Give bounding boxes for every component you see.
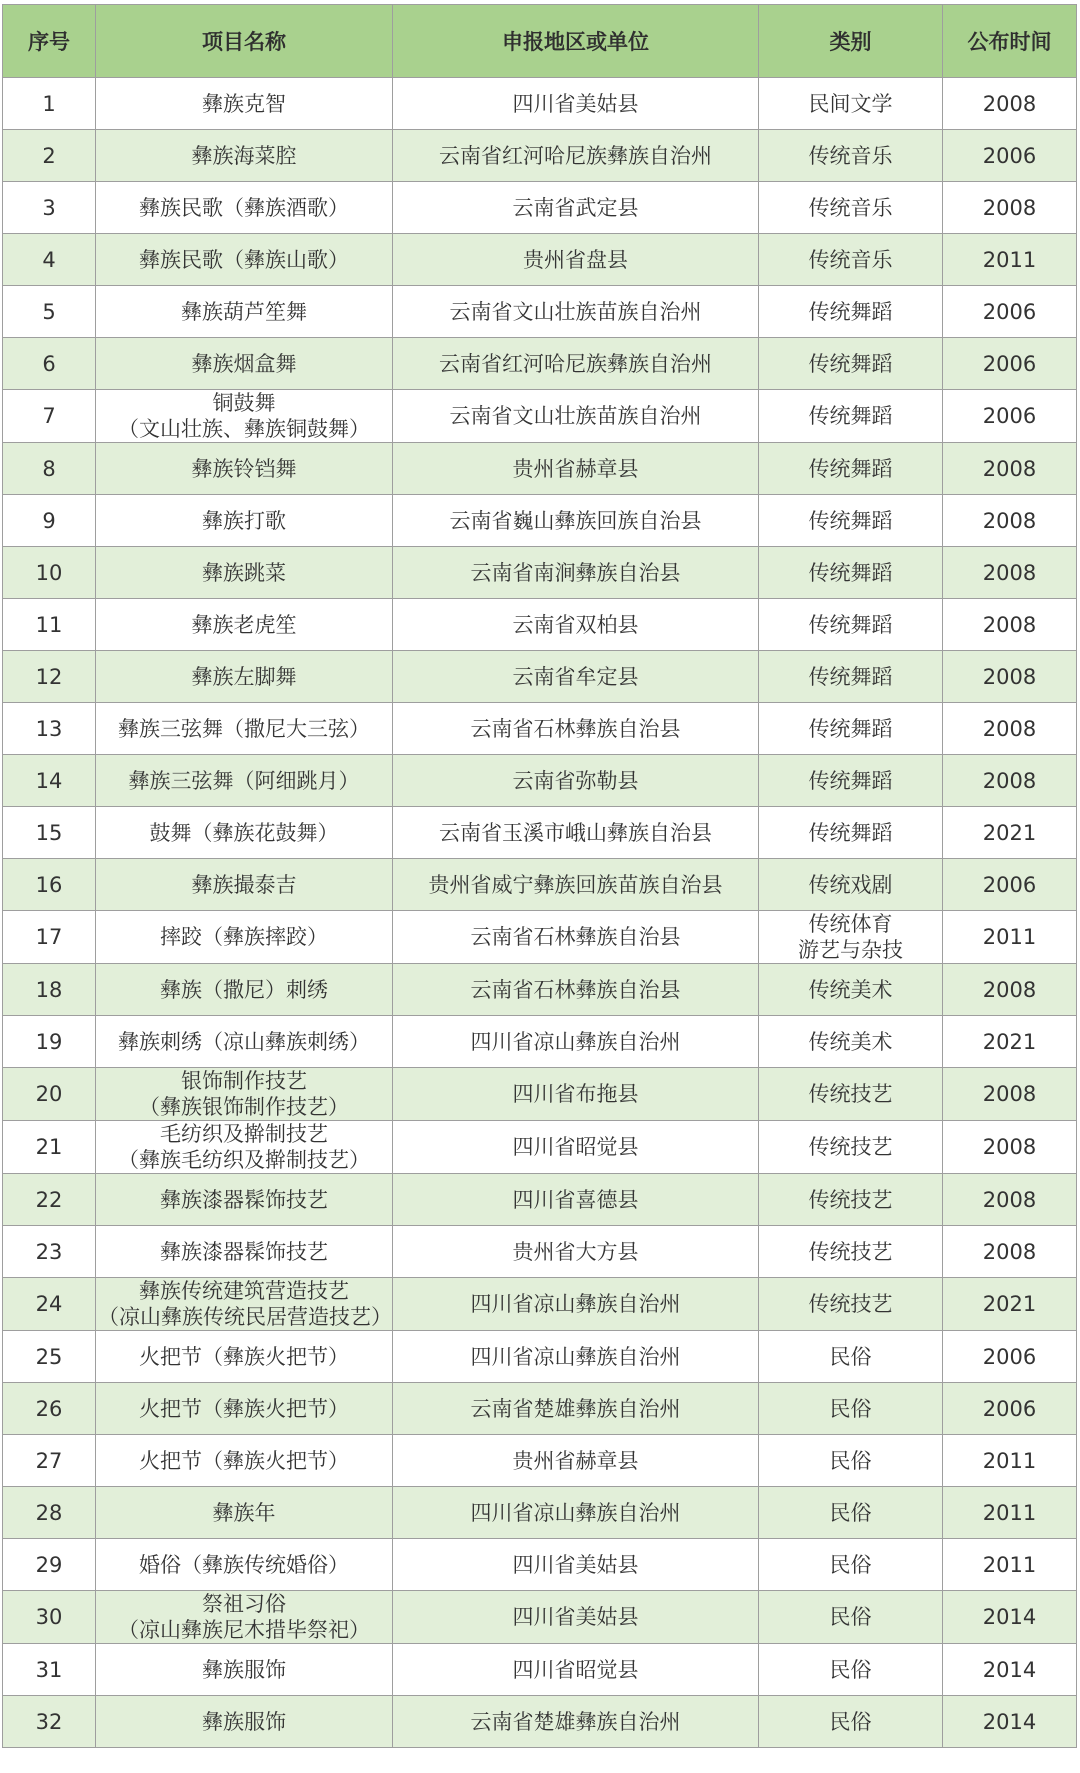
category-line: 传统舞蹈	[808, 299, 893, 324]
cell-project-name	[96, 130, 393, 182]
cell-region: 云南省牟定县	[393, 651, 759, 703]
cell-number: 30	[3, 1591, 96, 1644]
cell-region: 贵州省威宁彝族回族苗族自治县	[393, 859, 759, 911]
cell-category	[759, 234, 943, 286]
table-header	[3, 5, 1077, 78]
cell-region: 四川省布拖县	[393, 1068, 759, 1121]
cell-category	[759, 1278, 943, 1331]
project-name-line: 彝族三弦舞（阿细跳月）	[128, 768, 360, 793]
cell-project-name	[96, 1487, 393, 1539]
project-name-line: 摔跤（彝族摔跤）	[160, 925, 328, 949]
cell-region: 贵州省大方县	[393, 1226, 759, 1278]
project-name-line: 婚俗（彝族传统婚俗）	[139, 1552, 349, 1577]
category-line: 民俗	[829, 1657, 872, 1682]
cell-year: 2014	[943, 1644, 1077, 1696]
cell-category	[759, 1383, 943, 1435]
project-name-line: 火把节（彝族火把节）	[139, 1396, 349, 1421]
category-line: 传统舞蹈	[808, 768, 893, 793]
cell-region: 云南省武定县	[393, 182, 759, 234]
cell-category	[759, 443, 943, 495]
cell-year: 2006	[943, 286, 1077, 338]
cell-region: 贵州省盘县	[393, 234, 759, 286]
cell-number: 11	[3, 599, 96, 651]
cell-project-name	[96, 964, 393, 1016]
project-name-line: 彝族克智	[202, 91, 286, 116]
project-name-line: 彝族海菜腔	[191, 143, 297, 168]
cell-category	[759, 1487, 943, 1539]
table-row	[3, 1435, 1077, 1487]
header-row	[3, 5, 1077, 78]
cell-region: 云南省楚雄彝族自治州	[393, 1383, 759, 1435]
cell-category	[759, 1068, 943, 1121]
category-line: 传统舞蹈	[808, 351, 893, 376]
cell-number: 1	[3, 78, 96, 130]
table-row	[3, 443, 1077, 495]
cell-number: 18	[3, 964, 96, 1016]
table-row	[3, 1331, 1077, 1383]
cell-number: 27	[3, 1435, 96, 1487]
category-line: 传统音乐	[808, 195, 893, 220]
cell-region: 云南省弥勒县	[393, 755, 759, 807]
project-name-line: （彝族毛纺织及擀制技艺）	[118, 1148, 370, 1172]
cell-project-name	[96, 1226, 393, 1278]
cell-region: 四川省凉山彝族自治州	[393, 1278, 759, 1331]
cell-region: 云南省文山壮族苗族自治州	[393, 390, 759, 443]
cell-year: 2006	[943, 130, 1077, 182]
cell-region: 四川省凉山彝族自治州	[393, 1331, 759, 1383]
cell-number: 10	[3, 547, 96, 599]
cell-region: 云南省红河哈尼族彝族自治州	[393, 130, 759, 182]
cell-number: 8	[3, 443, 96, 495]
cell-project-name	[96, 338, 393, 390]
table-row	[3, 1174, 1077, 1226]
cell-category	[759, 338, 943, 390]
project-name-line: 彝族撮泰吉	[191, 872, 297, 897]
project-name-line: 彝族打歌	[202, 508, 286, 533]
cell-category	[759, 755, 943, 807]
cell-project-name	[96, 1016, 393, 1068]
table-row	[3, 1068, 1077, 1121]
cell-project-name	[96, 599, 393, 651]
cell-project-name	[96, 495, 393, 547]
cell-number: 4	[3, 234, 96, 286]
heritage-table-container	[2, 4, 1076, 1748]
cell-category	[759, 911, 943, 964]
project-name-line: 祭祖习俗	[202, 1592, 286, 1616]
table-row	[3, 234, 1077, 286]
category-line: 传统舞蹈	[808, 820, 893, 845]
project-name-line: 彝族服饰	[202, 1709, 286, 1734]
header-year: 公布时间	[943, 5, 1077, 78]
project-name-line: 铜鼓舞	[212, 391, 276, 415]
cell-project-name	[96, 1121, 393, 1174]
cell-number: 21	[3, 1121, 96, 1174]
cell-region: 云南省玉溪市峨山彝族自治县	[393, 807, 759, 859]
project-name-line: 彝族刺绣（凉山彝族刺绣）	[118, 1029, 370, 1054]
cell-number: 17	[3, 911, 96, 964]
cell-year: 2008	[943, 755, 1077, 807]
cell-project-name	[96, 286, 393, 338]
cell-year: 2011	[943, 1487, 1077, 1539]
project-name-line: 彝族民歌（彝族山歌）	[139, 247, 349, 272]
project-name-line: 彝族漆器髹饰技艺	[160, 1187, 328, 1212]
category-line: 传统技艺	[808, 1135, 893, 1159]
category-line: 传统舞蹈	[808, 612, 893, 637]
table-row	[3, 1591, 1077, 1644]
cell-year: 2008	[943, 599, 1077, 651]
cell-region: 云南省石林彝族自治县	[393, 911, 759, 964]
cell-category	[759, 1435, 943, 1487]
cell-project-name	[96, 859, 393, 911]
cell-region: 云南省巍山彝族回族自治县	[393, 495, 759, 547]
cell-number: 29	[3, 1539, 96, 1591]
cell-project-name	[96, 1174, 393, 1226]
category-line: 民俗	[829, 1344, 872, 1369]
cell-category	[759, 1644, 943, 1696]
cell-number: 22	[3, 1174, 96, 1226]
cell-project-name	[96, 390, 393, 443]
cell-number: 16	[3, 859, 96, 911]
project-name-line: 彝族传统建筑营造技艺	[139, 1279, 349, 1303]
cell-project-name	[96, 807, 393, 859]
project-name-line: 彝族民歌（彝族酒歌）	[139, 195, 349, 220]
cell-number: 24	[3, 1278, 96, 1331]
cell-year: 2008	[943, 78, 1077, 130]
cell-project-name	[96, 234, 393, 286]
category-line: 传统舞蹈	[808, 560, 893, 585]
cell-project-name	[96, 547, 393, 599]
project-name-line: 彝族左脚舞	[191, 664, 297, 689]
table-row	[3, 599, 1077, 651]
cell-region: 四川省凉山彝族自治州	[393, 1487, 759, 1539]
table-row	[3, 1539, 1077, 1591]
category-line: 民俗	[829, 1552, 872, 1577]
cell-category	[759, 1331, 943, 1383]
cell-year: 2008	[943, 1068, 1077, 1121]
category-line: 传统舞蹈	[808, 716, 893, 741]
project-name-line: 银饰制作技艺	[181, 1069, 307, 1093]
project-name-line: 彝族（撒尼）刺绣	[160, 977, 328, 1002]
cell-year: 2008	[943, 703, 1077, 755]
cell-region: 贵州省赫章县	[393, 1435, 759, 1487]
project-name-line: 彝族年	[212, 1500, 276, 1525]
category-line: 传统戏剧	[808, 872, 893, 897]
cell-number: 12	[3, 651, 96, 703]
cell-year: 2011	[943, 1539, 1077, 1591]
cell-category	[759, 807, 943, 859]
category-line: 民俗	[829, 1396, 872, 1421]
project-name-line: 毛纺织及擀制技艺	[160, 1122, 328, 1146]
table-row	[3, 130, 1077, 182]
cell-year: 2008	[943, 1174, 1077, 1226]
table-row	[3, 495, 1077, 547]
category-line: 传统技艺	[808, 1239, 893, 1264]
cell-number: 3	[3, 182, 96, 234]
cell-number: 32	[3, 1696, 96, 1748]
project-name-line: 彝族葫芦笙舞	[181, 299, 307, 324]
cell-year: 2011	[943, 1435, 1077, 1487]
project-name-line: 彝族老虎笙	[191, 612, 297, 637]
category-line: 民俗	[829, 1605, 872, 1629]
cell-project-name	[96, 1539, 393, 1591]
project-name-line: 彝族三弦舞（撒尼大三弦）	[118, 716, 370, 741]
project-name-line: 彝族烟盒舞	[191, 351, 297, 376]
table-row	[3, 286, 1077, 338]
table-row	[3, 1278, 1077, 1331]
cell-category	[759, 286, 943, 338]
cell-number: 13	[3, 703, 96, 755]
table-row	[3, 182, 1077, 234]
table-row	[3, 1644, 1077, 1696]
cell-year: 2006	[943, 390, 1077, 443]
cell-year: 2014	[943, 1591, 1077, 1644]
cell-category	[759, 964, 943, 1016]
cell-year: 2008	[943, 964, 1077, 1016]
cell-region: 云南省石林彝族自治县	[393, 964, 759, 1016]
cell-year: 2008	[943, 1121, 1077, 1174]
cell-year: 2008	[943, 495, 1077, 547]
project-name-line: （文山壮族、彝族铜鼓舞）	[118, 417, 370, 441]
cell-category	[759, 1591, 943, 1644]
table-row	[3, 1487, 1077, 1539]
cell-category	[759, 182, 943, 234]
cell-category	[759, 390, 943, 443]
cell-project-name	[96, 443, 393, 495]
cell-year: 2006	[943, 1331, 1077, 1383]
header-project-name: 项目名称	[96, 5, 393, 78]
table-row	[3, 1696, 1077, 1748]
cell-category	[759, 1226, 943, 1278]
cell-category	[759, 1539, 943, 1591]
cell-category	[759, 1174, 943, 1226]
category-line: 民间文学	[808, 91, 893, 116]
project-name-line: 火把节（彝族火把节）	[139, 1344, 349, 1369]
category-line: 传统音乐	[808, 143, 893, 168]
table-row	[3, 1383, 1077, 1435]
table-row	[3, 755, 1077, 807]
category-line: 传统技艺	[808, 1187, 893, 1212]
cell-number: 19	[3, 1016, 96, 1068]
cell-category	[759, 495, 943, 547]
table-row	[3, 703, 1077, 755]
project-name-line: 鼓舞（彝族花鼓舞）	[149, 820, 339, 845]
cell-number: 14	[3, 755, 96, 807]
cell-category	[759, 599, 943, 651]
category-line: 传统舞蹈	[808, 404, 893, 428]
cell-year: 2008	[943, 651, 1077, 703]
cell-number: 9	[3, 495, 96, 547]
cell-year: 2008	[943, 1226, 1077, 1278]
cell-region: 贵州省赫章县	[393, 443, 759, 495]
cell-year: 2021	[943, 1278, 1077, 1331]
cell-number: 6	[3, 338, 96, 390]
cell-project-name	[96, 1644, 393, 1696]
cell-project-name	[96, 1278, 393, 1331]
cell-year: 2008	[943, 443, 1077, 495]
category-line: 传统技艺	[808, 1082, 893, 1106]
cell-category	[759, 651, 943, 703]
cell-project-name	[96, 1696, 393, 1748]
cell-project-name	[96, 755, 393, 807]
category-line: 传统舞蹈	[808, 508, 893, 533]
category-line: 传统舞蹈	[808, 664, 893, 689]
header-number: 序号	[3, 5, 96, 78]
project-name-line: （凉山彝族传统民居营造技艺）	[98, 1305, 392, 1329]
project-name-line: 彝族漆器髹饰技艺	[160, 1239, 328, 1264]
category-line: 民俗	[829, 1500, 872, 1525]
category-line: 传统美术	[808, 977, 893, 1002]
cell-project-name	[96, 1383, 393, 1435]
table-row	[3, 911, 1077, 964]
cell-number: 2	[3, 130, 96, 182]
category-line: 传统舞蹈	[808, 456, 893, 481]
cell-year: 2011	[943, 911, 1077, 964]
cell-category	[759, 859, 943, 911]
cell-number: 31	[3, 1644, 96, 1696]
cell-number: 28	[3, 1487, 96, 1539]
project-name-line: 彝族跳菜	[202, 560, 286, 585]
cell-category	[759, 130, 943, 182]
cell-project-name	[96, 1068, 393, 1121]
table-row	[3, 807, 1077, 859]
cell-year: 2008	[943, 182, 1077, 234]
cell-number: 26	[3, 1383, 96, 1435]
cell-region: 四川省昭觉县	[393, 1121, 759, 1174]
cell-project-name	[96, 1435, 393, 1487]
cell-project-name	[96, 78, 393, 130]
cell-year: 2011	[943, 234, 1077, 286]
cell-number: 5	[3, 286, 96, 338]
table-row	[3, 859, 1077, 911]
cell-region: 四川省美姑县	[393, 1591, 759, 1644]
cell-category	[759, 78, 943, 130]
cell-category	[759, 1696, 943, 1748]
project-name-line: 彝族铃铛舞	[191, 456, 297, 481]
header-region: 申报地区或单位	[393, 5, 759, 78]
cell-category	[759, 547, 943, 599]
cell-region: 四川省喜德县	[393, 1174, 759, 1226]
cell-project-name	[96, 651, 393, 703]
cell-number: 7	[3, 390, 96, 443]
cell-year: 2021	[943, 807, 1077, 859]
cell-project-name	[96, 1591, 393, 1644]
cell-region: 云南省文山壮族苗族自治州	[393, 286, 759, 338]
project-name-line: 彝族服饰	[202, 1657, 286, 1682]
cell-year: 2006	[943, 1383, 1077, 1435]
cell-number: 25	[3, 1331, 96, 1383]
cell-region: 四川省凉山彝族自治州	[393, 1016, 759, 1068]
table-row	[3, 1121, 1077, 1174]
cell-year: 2021	[943, 1016, 1077, 1068]
cell-category	[759, 1121, 943, 1174]
table-row	[3, 1226, 1077, 1278]
project-name-line: （彝族银饰制作技艺）	[139, 1095, 349, 1119]
cell-region: 四川省昭觉县	[393, 1644, 759, 1696]
cell-region: 云南省南涧彝族自治县	[393, 547, 759, 599]
project-name-line: （凉山彝族尼木措毕祭祀）	[118, 1618, 370, 1642]
category-line: 民俗	[829, 1709, 872, 1734]
cell-number: 15	[3, 807, 96, 859]
cell-category	[759, 703, 943, 755]
category-line: 传统技艺	[808, 1292, 893, 1316]
category-line: 传统体育	[808, 912, 893, 936]
category-line: 传统音乐	[808, 247, 893, 272]
cell-project-name	[96, 703, 393, 755]
table-row	[3, 338, 1077, 390]
cell-year: 2008	[943, 547, 1077, 599]
table-row	[3, 964, 1077, 1016]
header-category: 类别	[759, 5, 943, 78]
category-line: 民俗	[829, 1448, 872, 1473]
cell-region: 四川省美姑县	[393, 1539, 759, 1591]
cell-category	[759, 1016, 943, 1068]
cell-region: 云南省双柏县	[393, 599, 759, 651]
cell-project-name	[96, 911, 393, 964]
table-row	[3, 651, 1077, 703]
cell-year: 2006	[943, 859, 1077, 911]
cell-region: 云南省石林彝族自治县	[393, 703, 759, 755]
cell-region: 云南省楚雄彝族自治州	[393, 1696, 759, 1748]
cell-region: 云南省红河哈尼族彝族自治州	[393, 338, 759, 390]
table-body	[3, 78, 1077, 1748]
category-line: 传统美术	[808, 1029, 893, 1054]
cell-project-name	[96, 1331, 393, 1383]
cell-project-name	[96, 182, 393, 234]
cell-region: 四川省美姑县	[393, 78, 759, 130]
cell-number: 20	[3, 1068, 96, 1121]
cell-year: 2014	[943, 1696, 1077, 1748]
table-row	[3, 390, 1077, 443]
cell-year: 2006	[943, 338, 1077, 390]
cell-number: 23	[3, 1226, 96, 1278]
category-line: 游艺与杂技	[798, 938, 903, 962]
table-row	[3, 1016, 1077, 1068]
project-name-line: 火把节（彝族火把节）	[139, 1448, 349, 1473]
table-row	[3, 547, 1077, 599]
heritage-table	[2, 4, 1077, 1748]
table-row	[3, 78, 1077, 130]
